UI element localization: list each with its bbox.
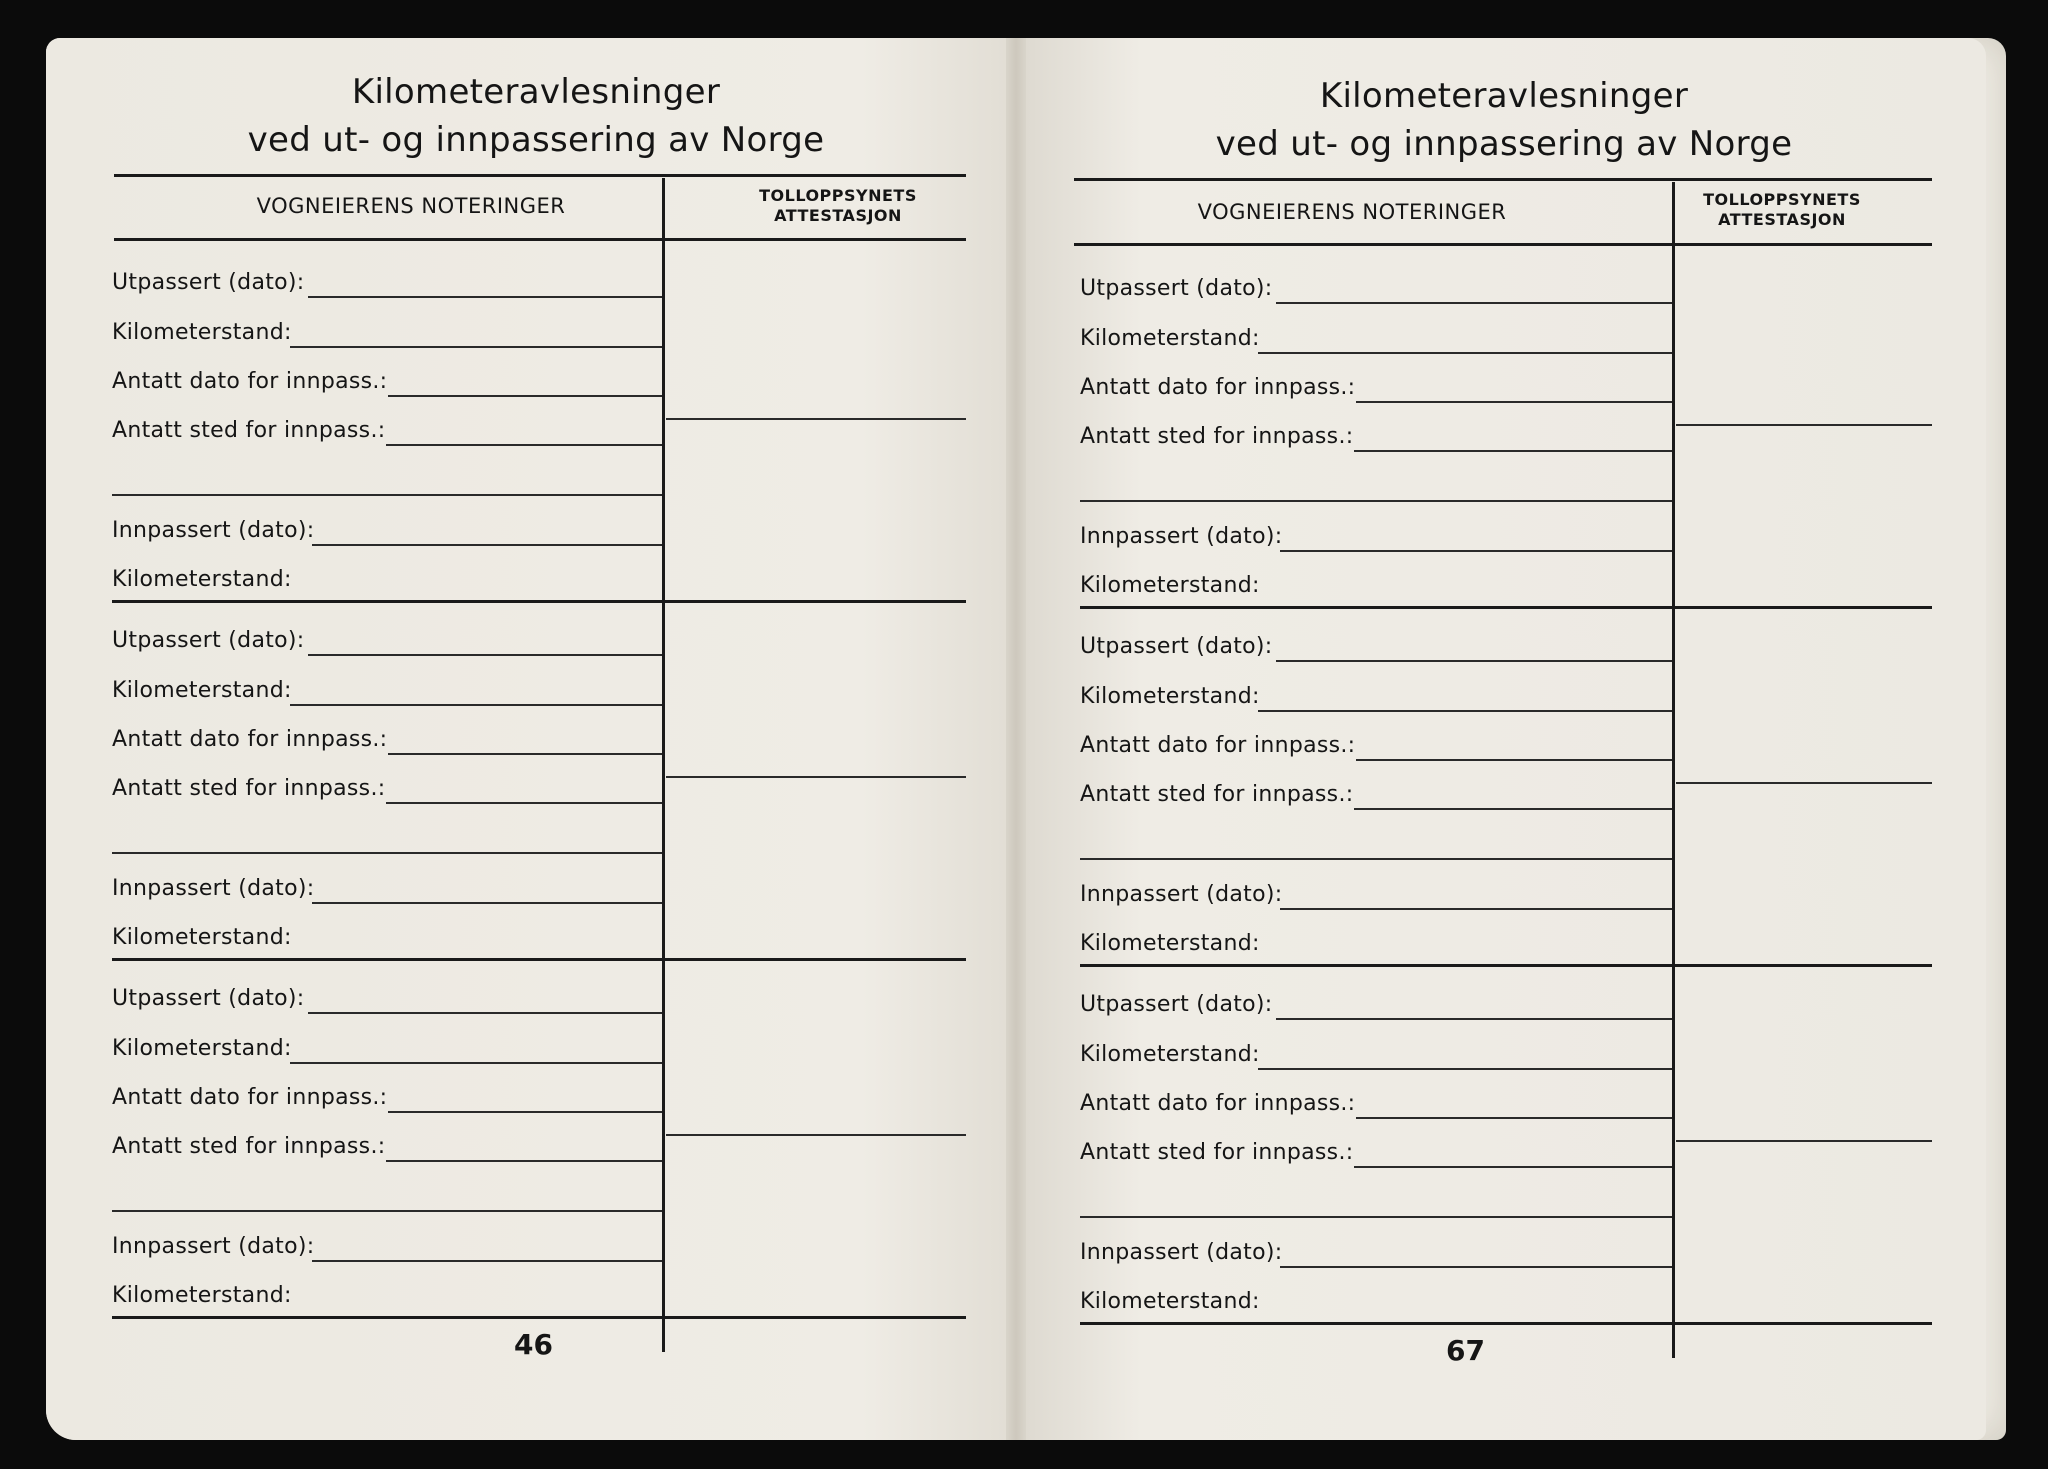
booklet-spine <box>1006 38 1026 1440</box>
fill-line-antatt-dato[interactable] <box>388 753 662 755</box>
field-label-kilometerstand-2: Kilometerstand: <box>112 1283 292 1308</box>
fill-line-innpassert[interactable] <box>312 902 662 904</box>
fill-line-antatt-sted[interactable] <box>386 802 662 804</box>
column-header-customs-line1: TOLLOPPSYNETS <box>1703 190 1861 209</box>
fill-line-blank[interactable] <box>1080 1216 1672 1218</box>
fill-line-blank[interactable] <box>112 494 662 496</box>
field-label-antatt-dato: Antatt dato for innpass.: <box>112 1085 388 1110</box>
fill-line-antatt-sted[interactable] <box>1354 1166 1672 1168</box>
fill-line-innpassert[interactable] <box>1280 1266 1672 1268</box>
field-label-utpassert: Utpassert (dato): <box>112 986 305 1011</box>
field-label-utpassert: Utpassert (dato): <box>1080 276 1273 301</box>
page-title-line1: Kilometeravlesninger <box>1319 76 1689 116</box>
field-label-kilometerstand-2: Kilometerstand: <box>112 567 292 592</box>
fill-line-antatt-dato[interactable] <box>1356 759 1672 761</box>
column-header-owner-notes: VOGNEIERENS NOTERINGER <box>256 194 566 218</box>
fill-line-blank[interactable] <box>1080 500 1672 502</box>
field-label-antatt-dato: Antatt dato for innpass.: <box>112 369 388 394</box>
block-separator-rule <box>1080 964 1932 967</box>
fill-line-kilometerstand-1[interactable] <box>1258 352 1672 354</box>
column-header-owner-notes: VOGNEIERENS NOTERINGER <box>1197 200 1507 224</box>
page-title-line1: Kilometeravlesninger <box>351 72 721 112</box>
customs-attestation-line[interactable] <box>1676 782 1932 784</box>
field-label-kilometerstand-1: Kilometerstand: <box>1080 326 1260 351</box>
field-label-antatt-sted: Antatt sted for innpass.: <box>1080 424 1354 449</box>
block-separator-rule <box>1080 1322 1932 1325</box>
field-label-antatt-sted: Antatt sted for innpass.: <box>1080 782 1354 807</box>
fill-line-utpassert[interactable] <box>1276 1018 1672 1020</box>
fill-line-utpassert[interactable] <box>308 654 662 656</box>
column-header-customs-line1: TOLLOPPSYNETS <box>759 186 917 205</box>
fill-line-kilometerstand-1[interactable] <box>1258 1068 1672 1070</box>
field-label-kilometerstand-2: Kilometerstand: <box>112 925 292 950</box>
field-label-kilometerstand-1: Kilometerstand: <box>112 678 292 703</box>
customs-attestation-line[interactable] <box>666 1134 966 1136</box>
field-label-kilometerstand-2: Kilometerstand: <box>1080 573 1260 598</box>
field-label-kilometerstand-1: Kilometerstand: <box>1080 684 1260 709</box>
title-rule <box>114 174 966 177</box>
field-label-kilometerstand-2: Kilometerstand: <box>1080 931 1260 956</box>
field-label-utpassert: Utpassert (dato): <box>1080 634 1273 659</box>
fill-line-blank[interactable] <box>112 1210 662 1212</box>
field-label-antatt-sted: Antatt sted for innpass.: <box>1080 1140 1354 1165</box>
field-label-utpassert: Utpassert (dato): <box>1080 992 1273 1017</box>
field-label-kilometerstand-1: Kilometerstand: <box>1080 1042 1260 1067</box>
fill-line-antatt-sted[interactable] <box>386 444 662 446</box>
field-label-utpassert: Utpassert (dato): <box>112 270 305 295</box>
field-label-antatt-dato: Antatt dato for innpass.: <box>1080 375 1356 400</box>
page-number: 46 <box>514 1328 553 1361</box>
fill-line-antatt-sted[interactable] <box>386 1160 662 1162</box>
field-label-antatt-dato: Antatt dato for innpass.: <box>112 727 388 752</box>
fill-line-blank[interactable] <box>1080 858 1672 860</box>
field-label-innpassert: Innpassert (dato): <box>1080 524 1283 549</box>
field-label-kilometerstand-1: Kilometerstand: <box>112 320 292 345</box>
fill-line-kilometerstand-1[interactable] <box>290 704 662 706</box>
fill-line-utpassert[interactable] <box>1276 660 1672 662</box>
page-title-line2: ved ut- og innpassering av Norge <box>247 120 825 160</box>
block-separator-rule <box>1080 606 1932 609</box>
field-label-kilometerstand-1: Kilometerstand: <box>112 1036 292 1061</box>
column-header-customs-line2: ATTESTASJON <box>1718 210 1846 229</box>
page-left <box>46 38 1006 1440</box>
field-label-innpassert: Innpassert (dato): <box>1080 1240 1283 1265</box>
fill-line-kilometerstand-1[interactable] <box>1258 710 1672 712</box>
fill-line-antatt-sted[interactable] <box>1354 450 1672 452</box>
fill-line-innpassert[interactable] <box>1280 908 1672 910</box>
fill-line-antatt-dato[interactable] <box>1356 401 1672 403</box>
field-label-innpassert: Innpassert (dato): <box>112 876 315 901</box>
fill-line-kilometerstand-1[interactable] <box>290 346 662 348</box>
field-label-antatt-dato: Antatt dato for innpass.: <box>1080 733 1356 758</box>
fill-line-utpassert[interactable] <box>308 296 662 298</box>
block-separator-rule <box>112 958 966 961</box>
header-rule <box>1074 243 1932 246</box>
column-divider <box>662 178 665 1352</box>
fill-line-kilometerstand-1[interactable] <box>290 1062 662 1064</box>
block-separator-rule <box>112 1316 966 1319</box>
booklet-spread <box>46 38 2006 1440</box>
field-label-antatt-sted: Antatt sted for innpass.: <box>112 1134 386 1159</box>
field-label-innpassert: Innpassert (dato): <box>112 1234 315 1259</box>
page-right <box>1026 38 1986 1440</box>
fill-line-utpassert[interactable] <box>1276 302 1672 304</box>
fill-line-innpassert[interactable] <box>1280 550 1672 552</box>
column-divider <box>1672 182 1675 1358</box>
fill-line-antatt-sted[interactable] <box>1354 808 1672 810</box>
column-header-customs-line2: ATTESTASJON <box>774 206 902 225</box>
page-title-line2: ved ut- og innpassering av Norge <box>1215 124 1793 164</box>
field-label-antatt-dato: Antatt dato for innpass.: <box>1080 1091 1356 1116</box>
field-label-antatt-sted: Antatt sted for innpass.: <box>112 776 386 801</box>
fill-line-antatt-dato[interactable] <box>388 395 662 397</box>
customs-attestation-line[interactable] <box>1676 424 1932 426</box>
field-label-innpassert: Innpassert (dato): <box>112 518 315 543</box>
field-label-antatt-sted: Antatt sted for innpass.: <box>112 418 386 443</box>
header-rule <box>114 238 966 241</box>
fill-line-antatt-dato[interactable] <box>1356 1117 1672 1119</box>
fill-line-antatt-dato[interactable] <box>388 1111 662 1113</box>
field-label-innpassert: Innpassert (dato): <box>1080 882 1283 907</box>
fill-line-innpassert[interactable] <box>312 1260 662 1262</box>
block-separator-rule <box>112 600 966 603</box>
fill-line-innpassert[interactable] <box>312 544 662 546</box>
customs-attestation-line[interactable] <box>1676 1140 1932 1142</box>
field-label-kilometerstand-2: Kilometerstand: <box>1080 1289 1260 1314</box>
fill-line-blank[interactable] <box>112 852 662 854</box>
customs-attestation-line[interactable] <box>666 776 966 778</box>
field-label-utpassert: Utpassert (dato): <box>112 628 305 653</box>
page-number: 67 <box>1446 1334 1485 1367</box>
title-rule <box>1074 178 1932 181</box>
fill-line-utpassert[interactable] <box>308 1012 662 1014</box>
customs-attestation-line[interactable] <box>666 418 966 420</box>
